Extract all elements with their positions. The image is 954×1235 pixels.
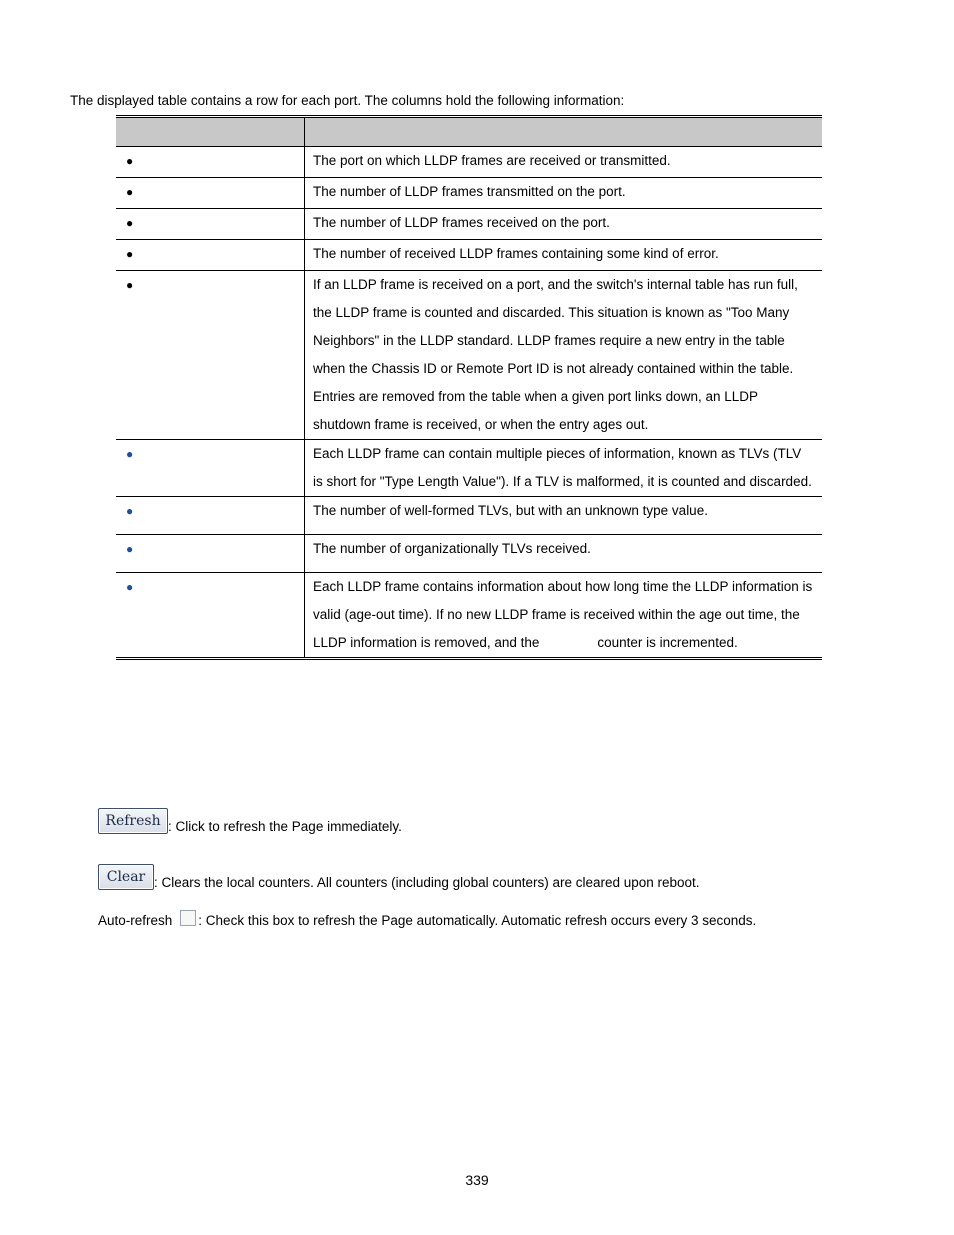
intro-text: The displayed table contains a row for each port. The columns hold the following information: — [70, 93, 625, 108]
bullet-icon: ● — [126, 278, 134, 292]
autorefresh-description: : Check this box to refresh the Page automatically. Automatic refresh occurs every 3 seconds. — [198, 913, 757, 928]
table-row — [116, 440, 822, 497]
header-description-cell — [305, 117, 823, 147]
table-row — [116, 147, 822, 178]
row-description: If an LLDP frame is received on a port, and the switch's internal table has run full, the LLDP frame is counted and discarded. This situation is known as "Too Many Neighbors" in the LLDP standard. LLDP frames require a new entry in the table when the Chassis ID or Remote Port ID is not already contained within the table. Entries are removed from the table when a given port links down, an LLDP shutdown frame is received, or when the entry ages out. — [305, 271, 823, 440]
row-description: The number of well-formed TLVs, but with an unknown type value. — [305, 497, 823, 535]
page-number: 339 — [465, 1172, 489, 1188]
autorefresh-checkbox[interactable] — [180, 910, 196, 926]
table-row — [116, 178, 822, 209]
refresh-description: : Click to refresh the Page immediately. — [168, 819, 402, 834]
table-row — [116, 240, 822, 271]
row-description: The number of LLDP frames transmitted on the port. — [305, 178, 823, 209]
autorefresh-label: Auto-refresh — [98, 913, 173, 928]
bullet-icon: ● — [126, 580, 134, 594]
row-description: Each LLDP frame contains information about how long time the LLDP information is valid (age-out time). If no new LLDP frame is received within the age out time, the LLDP information is removed, and the counter is incremented. — [305, 573, 823, 659]
row-description: Each LLDP frame can contain multiple pieces of information, known as TLVs (TLV is short for "Type Length Value"). If a TLV is malformed, it is counted and discarded. — [305, 440, 823, 497]
bullet-icon: ● — [126, 216, 134, 230]
clear-description: : Clears the local counters. All counters (including global counters) are cleared upon reboot. — [154, 875, 700, 890]
table-row — [116, 497, 822, 535]
bullet-icon: ● — [126, 185, 134, 199]
bullet-icon: ● — [126, 247, 134, 261]
table-row — [116, 573, 822, 659]
clear-button[interactable]: Clear — [98, 864, 154, 890]
autorefresh-row — [98, 910, 756, 928]
table-row — [116, 209, 822, 240]
bullet-icon: ● — [126, 504, 134, 518]
table-row — [116, 271, 822, 440]
bullet-icon: ● — [126, 447, 134, 461]
counters-table — [116, 115, 822, 660]
bullet-icon: ● — [126, 154, 134, 168]
bullet-icon: ● — [126, 542, 134, 556]
header-object-cell — [116, 117, 305, 147]
row-description: The number of received LLDP frames containing some kind of error. — [305, 240, 823, 271]
row-description: The port on which LLDP frames are received or transmitted. — [305, 147, 823, 178]
table-row — [116, 535, 822, 573]
refresh-button[interactable]: Refresh — [98, 808, 168, 834]
clear-row — [98, 864, 700, 890]
refresh-row — [98, 808, 402, 834]
row-description: The number of LLDP frames received on the port. — [305, 209, 823, 240]
table-header-row — [116, 117, 822, 147]
row-description: The number of organizationally TLVs received. — [305, 535, 823, 573]
